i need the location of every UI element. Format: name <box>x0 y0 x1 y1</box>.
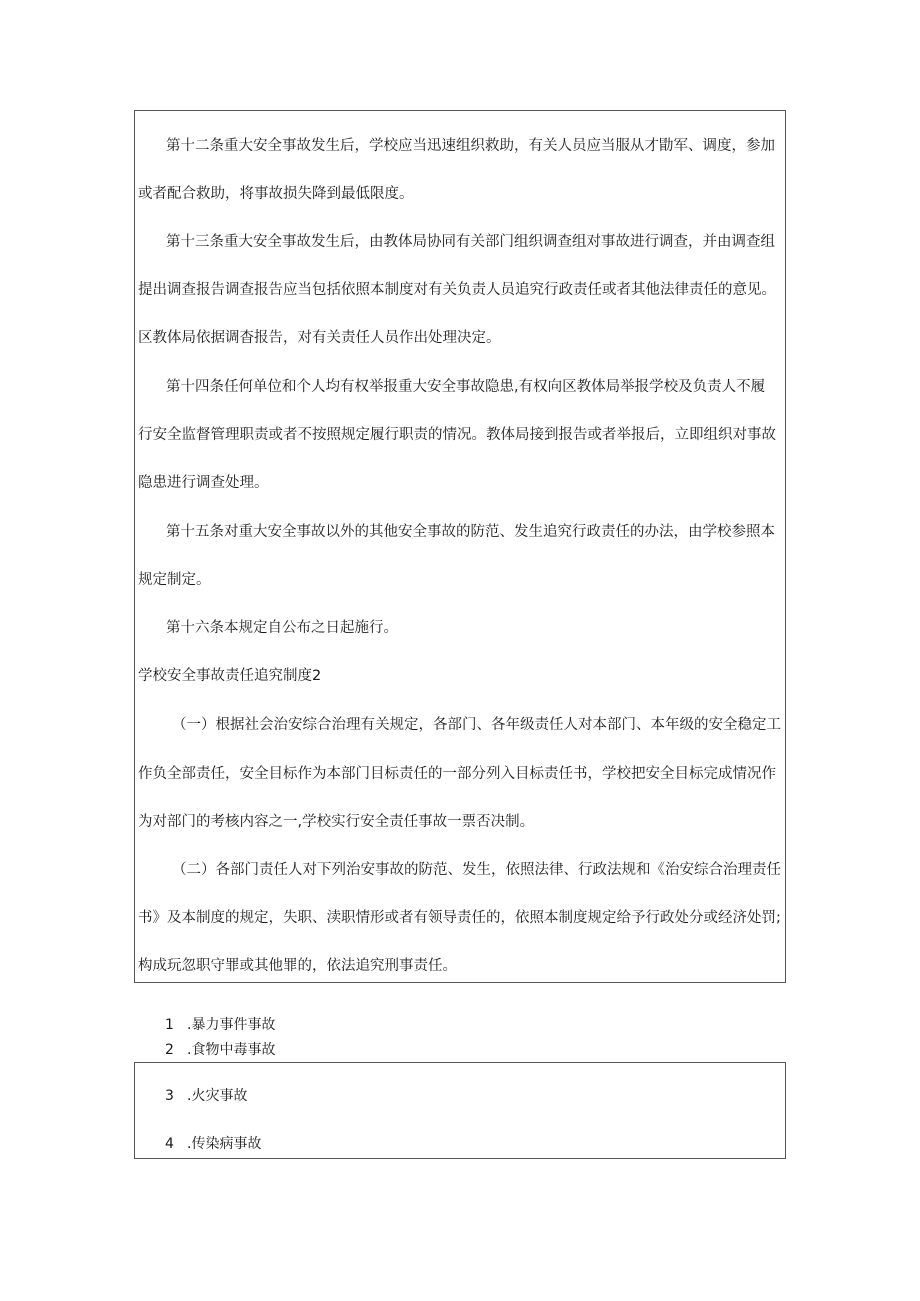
item-two-line-1: （二）各部门责任人对下列治安事故的防范、发生，依照法律、行政法规和《治安综合治理责任 <box>172 862 781 878</box>
list-item-3-label: .火灾事故 <box>187 1088 248 1104</box>
list-item-1-number: 1 <box>165 1017 174 1033</box>
article-16-line-1: 第十六条本规定自公布之日起施行。 <box>166 620 398 636</box>
list-item-3-number: 3 <box>165 1088 174 1104</box>
item-one-line-3: 为对部门的考核内容之一,学校实行安全责任事故一票否决制。 <box>138 814 535 830</box>
item-one-line-1: （一）根据社会治安综合治理有关规定，各部门、各年级责任人对本部门、本年级的安全稳定工 <box>172 717 781 733</box>
item-two-line-3: 构成玩忽职守罪或其他罪的，依法追究刑事责任。 <box>138 958 457 974</box>
article-15-line-1: 第十五条对重大安全事故以外的其他安全事故的防范、发生追究行政责任的办法，由学校参照本 <box>166 524 775 540</box>
list-item-2-label: .食物中毒事故 <box>187 1042 276 1058</box>
article-14-line-3: 隐患进行调查处理。 <box>138 475 269 491</box>
article-12-line-1: 第十二条重大安全事故发生后，学校应当迅速组织救助，有关人员应当服从才勖军、调度，参加 <box>166 138 775 154</box>
section-title: 学校安全事故责任追究制度2 <box>138 668 322 684</box>
article-13-line-3: 区教体局依据调杳报告，对有关责任人员作出处理决定。 <box>138 330 501 346</box>
list-item-2-number: 2 <box>165 1042 174 1058</box>
article-14-line-2: 行安全监督管理职责或者不按照规定履行职责的情况。教体局接到报告或者举报后，立即组织对事故 <box>138 427 776 443</box>
list-item-1-label: .暴力事件事故 <box>187 1017 276 1033</box>
list-item-4-number: 4 <box>165 1136 174 1152</box>
article-13-line-2: 提出调查报告调查报告应当包括依照本制度对有关负责人员追究行政责任或者其他法律责任的意见。 <box>138 282 776 298</box>
item-one-line-2: 作负全部责任，安全目标作为本部门目标责任的一部分列入目标责任书，学校把安全目标完成情况作 <box>138 766 776 782</box>
list-item-4-label: .传染病事故 <box>187 1136 262 1152</box>
article-12-line-2: 或者配合救助，将事故损失降到最低限度。 <box>138 186 414 202</box>
article-13-line-1: 第十三条重大安全事故发生后，由教体局协同有关部门组织调查组对事故进行调查，并由调查组 <box>166 234 775 250</box>
item-two-line-2: 书》及本制度的规定，失职、渎职情形或者有领导责任的，依照本制度规定给予行政处分或经济处罚; <box>138 910 781 926</box>
article-14-line-1: 第十四条任何单位和个人均有权举报重大安全事故隐患,有权向区教体局举报学校及负责人不履 <box>166 379 766 395</box>
article-15-line-2: 规定制定。 <box>138 572 211 588</box>
